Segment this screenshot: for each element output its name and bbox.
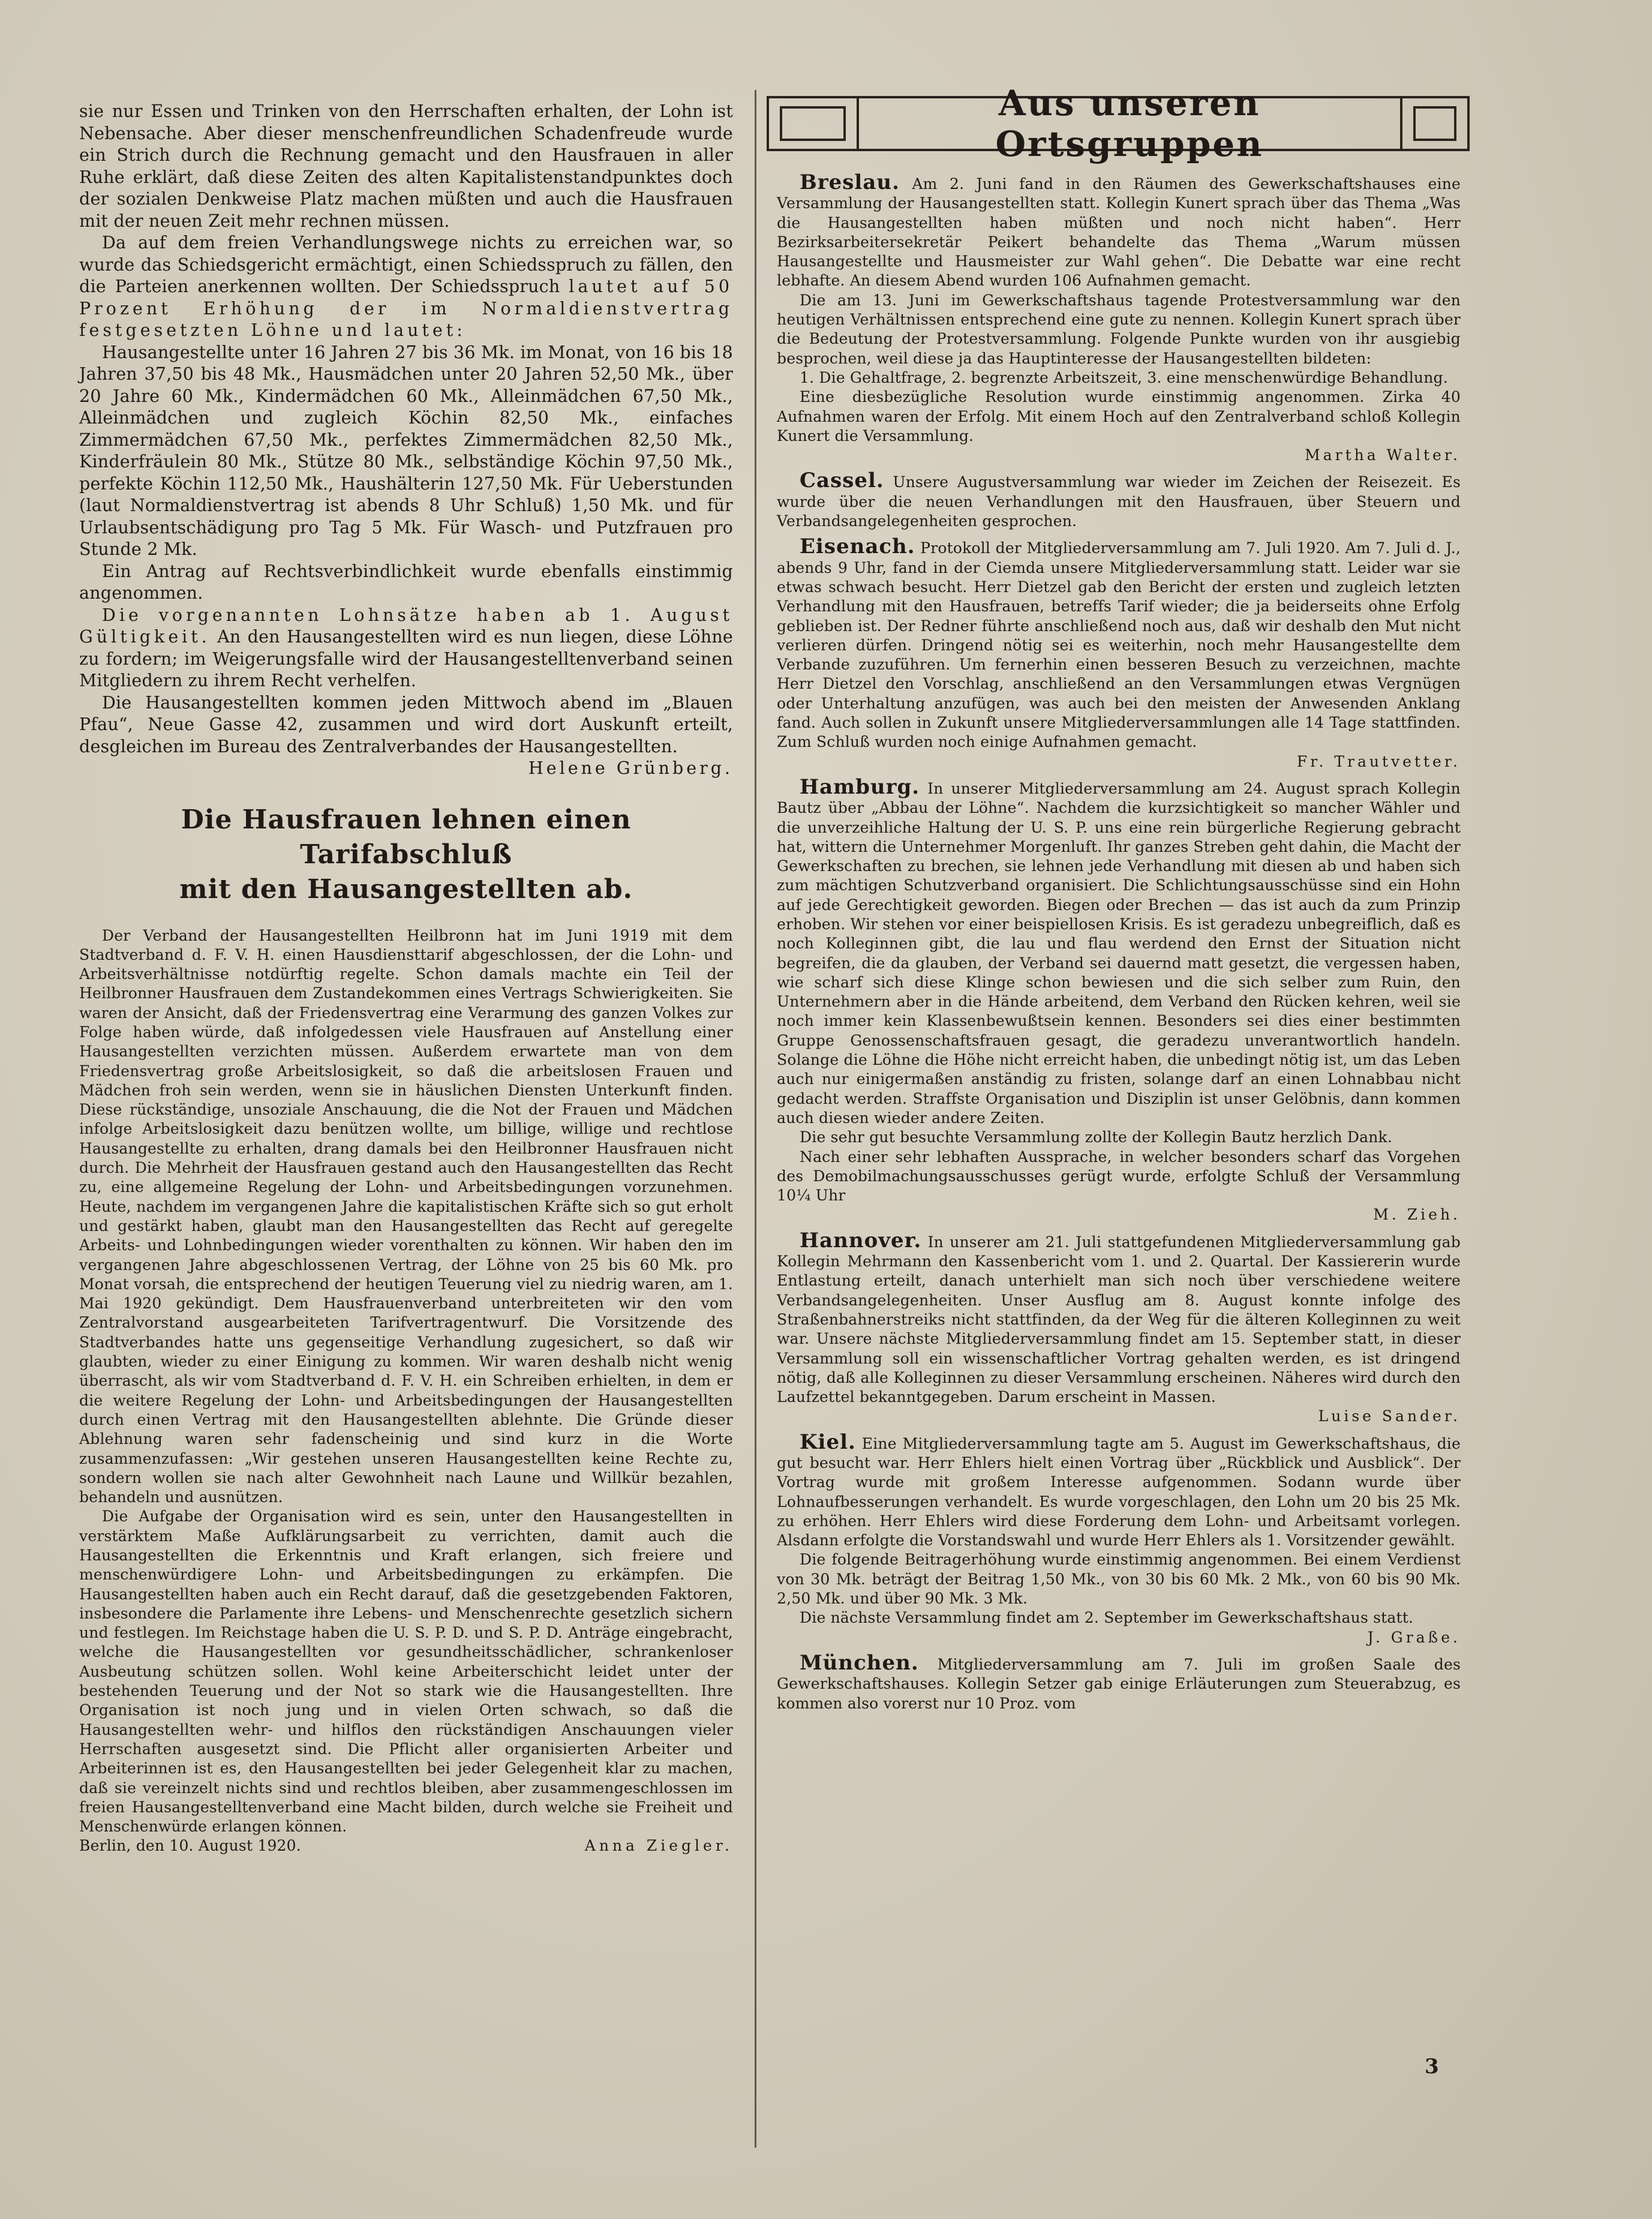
paragraph: Die sehr gut besuchte Versammlung zollte der Kollegin Bautz herzlich Dank. (800, 1128, 1393, 1146)
article-body (79, 926, 733, 1856)
paragraph (777, 1430, 1461, 1551)
paragraph: Die am 13. Juni im Gewerkschaftshaus tagende Protestversammlung war den heutigen Verhältnissen entsprechend eine gute zu nennen. Kollegin Kunert sprach über die Bedeutung der Protestversammlung. Folgende Punkte wurden von ihr ausgiebig besprochen, weil diese ja das Hauptinteresse der Hausangestellten bildeten: (777, 291, 1461, 367)
entry-muenchen (777, 1650, 1461, 1713)
city-name: Cassel. (800, 469, 884, 493)
paragraph (777, 1228, 1461, 1407)
paragraph: sie nur Essen und Trinken von den Herrschaften erhalten, der Lohn ist Nebensache. Aber dieser menschenfreundlichen Schadenfreude wurde ein Strich durch die Rechnung gemacht und den Hausfrauen in aller Ruhe erklärt, daß diese Zeiten des alten Kapitalistenstandpunktes doch der sozialen Denkweise Platz machen müßten und auch die Hausfrauen mit der neuen Zeit mehr rechnen müssen. (79, 101, 733, 231)
right-column (777, 167, 1461, 1713)
city-name: Hannover. (800, 1228, 922, 1253)
paragraph (79, 605, 733, 692)
section-banner (767, 83, 1470, 164)
text-run: Eine Mitgliederversammlung tagte am 5. August im Gewerkschaftshaus, die gut besucht war. Herr Ehlers hielt einen Vortrag über „Rückblick und Ausblick“. Der Vortrag wurde mit großem Interesse aufgenommen. Sodann wurde über Lohnaufbesserungen verhandelt. Es wurde vorgeschlagen, den Lohn um 20 bis 25 Mk. zu erhöhen. Herr Ehlers wird diese Forderung dem Lohn- und Arbeitsamt vorlegen. Alsdann erfolgte die Vorstandswahl und wurde Herr Ehlers als 1. Vorsitzender gewählt. (777, 1434, 1461, 1550)
paragraph: Die folgende Beitragerhöhung wurde einstimmig angenommen. Bei einem Verdienst von 30 Mk. beträgt der Beitrag 1,50 Mk., von 30 bis 60 Mk. 2 Mk., von 60 bis 90 Mk. 2,50 Mk. und über 90 Mk. 3 Mk. (777, 1551, 1461, 1608)
signature: Fr. Trautvetter. (1296, 752, 1461, 770)
paragraph: Eine diesbezügliche Resolution wurde einstimmig angenommen. Zirka 40 Aufnahmen waren der Erfolg. Mit einem Hoch auf den Zentralverband schloß Kollegin Kunert die Versammlung. (777, 388, 1461, 445)
paragraph: Die Aufgabe der Organisation wird es sein, unter den Hausangestellten in verstärktem Maße Aufklärungsarbeit zu verrichten, damit auch die Hausangestellten die Erkenntnis und Kraft erlangen, sich freiere und menschenwürdigere Lohn- und Arbeitsbedingungen zu erkämpfen. Die Hausangestellten haben auch ein Recht darauf, daß die gesetzgebenden Faktoren, insbesondere die Parlamente ihre Lebens- und Menschenrechte gesetzlich sichern und festlegen. Im Reichstage haben die U. S. P. D. und S. P. D. Anträge eingebracht, welche die Hausangestellten vor gesundheitsschädlicher, schrankenloser Ausbeutung schützen sollen. Wohl keine Arbeiterschicht leidet unter der bestehenden Teuerung und der Not so stark wie die Hausangestellten. Ihre Organisation ist noch jung und in vielen Orten schwach, so daß die Hausangestellten wehr- und hilflos den rückständigen Anschauungen vieler Herrschaften ausgesetzt sind. Die Pflicht aller organisierten Arbeiter und Arbeiterinnen ist es, den Hausangestellten bei jeder Gelegenheit klar zu machen, daß sie vereinzelt nichts sind und rechtlos bleiben, aber zusammengeschlossen im freien Hausangestelltenverband eine Macht bilden, durch welche sie Freiheit und Menschenwürde erlangen können. (79, 1508, 733, 1836)
text-run: An den Hausangestellten wird es nun liegen, diese Löhne zu fordern; im Weigerungsfalle wird der Hausangestelltenverband seinen Mitgliedern zu ihrem Recht verhelfen. (79, 627, 733, 690)
paragraph (777, 1650, 1461, 1713)
city-name: Kiel. (800, 1430, 856, 1454)
signature: Martha Walter. (1305, 446, 1461, 464)
headline-line: Die Hausfrauen lehnen einen Tarifabschluß (181, 804, 632, 870)
paragraph (79, 232, 733, 342)
signature: M. Zieh. (1373, 1206, 1461, 1224)
signature: Luise Sander. (1318, 1407, 1461, 1425)
entry-hannover (777, 1228, 1461, 1427)
section-title: Aus unseren Ortsgruppen (857, 98, 1402, 149)
paragraph: Die nächste Versammlung findet am 2. September im Gewerkschaftshaus statt. (800, 1609, 1414, 1627)
page-number: 3 (1425, 2055, 1439, 2079)
left-column (79, 101, 733, 1856)
entry-hamburg (777, 774, 1461, 1225)
paragraph: Die Hausangestellten kommen jeden Mittwoch abend im „Blauen Pfau“, Neue Gasse 42, zusammen und wird dort Auskunft erteilt, desgleichen im Bureau des Zentralverbandes der Hausangestellten. (79, 692, 733, 756)
text-run: Mitgliederversammlung am 7. Juli im großen Saale des Gewerkschaftshauses. Kollegin Setzer gab einige Erläuterungen zum Steuerabzug, es kommen also vorerst nur 10 Proz. vom (777, 1655, 1461, 1712)
paragraph: Der Verband der Hausangestellten Heilbronn hat im Juni 1919 mit dem Stadtverband d. F. V. H. einen Hausdiensttarif abgeschlossen, der die Lohn- und Arbeitsverhältnisse notdürftig regelte. Schon damals machte ein Teil der Heilbronner Hausfrauen dem Zustandekommen eines Vertrags Schwierigkeiten. Sie waren der Ansicht, daß der Friedensvertrag eine Verarmung des ganzen Volkes zur Folge haben würde, daß infolgedessen viele Hausfrauen auf Anstellung einer Hausangestellten verzichten müssen. Außerdem erwartete man von dem Friedensvertrag große Arbeitslosigkeit, so daß die arbeitslosen Frauen und Mädchen froh sein werden, wenn sie in häuslichen Diensten Unterkunft finden. Diese rückständige, unsoziale Anschauung, die die Not der Frauen und Mädchen infolge Arbeitslosigkeit dazu benützen wollte, um billige, willige und rechtlose Hausangestellte zu erhalten, drang damals bei den Heilbronner Hausfrauen nicht durch. Die Mehrheit der Hausfrauen gestand auch den Hausangestellten das Recht zu, eine allgemeine Regelung der Lohn- und Arbeitsbedingungen vorzunehmen. Heute, nachdem im vergangenen Jahre die kapitalistischen Kräfte sich so gut erholt und gestärkt haben, glaubt man den Hausangestellten das Recht auf geregelte Arbeits- und Lohnbedingungen wieder vorenthalten zu können. Wir haben den im vergangenen Jahre abgeschlossenen Vertrag, der Löhne von 25 bis 60 Mk. pro Monat vorsah, die entsprechend der heutigen Teuerung viel zu niedrig waren, am 1. Mai 1920 gekündigt. Dem Hausfrauenverband unterbreiteten wir den vom Zentralvorstand ausgearbeiteten Tarifvertragentwurf. Die Vorsitzende des Stadtverbandes hatte uns gegenseitige Verhandlung zugesichert, so daß wir glaubten, wieder zu einer Einigung zu kommen. Wir waren deshalb nicht wenig überrascht, als wir vom Stadtverband d. F. V. H. ein Schreiben erhielten, in dem er die weitere Regelung der Lohn- und Arbeitsbedingungen der Hausangestellten durch einen Vertrag mit den Hausangestellten ablehnte. Die Gründe dieser Ablehnung waren sehr fadenscheinig und sind kurz in die Worte zusammenzufassen: „Wir gestehen unseren Hausangestellten keine Rechte zu, sondern wollen sie nach alter Gewohnheit nach Laune und Willkür bezahlen, behandeln und ausnützen. (79, 926, 733, 1506)
dateline: Berlin, den 10. August 1920. (79, 1837, 301, 1855)
text-run: Da auf dem freien Verhandlungswege nichts zu erreichen war, so wurde das Schiedsgericht ermächtigt, einen Schiedsspruch zu fällen, den die Parteien anerkennen wollten. Der Schiedsspruch (79, 233, 733, 296)
city-name: Eisenach. (800, 535, 915, 559)
article-headline (79, 803, 733, 907)
paragraph: Ein Antrag auf Rechtsverbindlichkeit wurde ebenfalls einstimmig angenommen. (79, 561, 733, 603)
paragraph: 1. Die Gehaltfrage, 2. begrenzte Arbeitszeit, 3. eine menschenwürdige Behandlung. (800, 368, 1448, 386)
city-name: Breslau. (800, 170, 900, 194)
text-run: Am 2. Juni fand in den Räumen des Gewerkschaftshauses eine Versammlung der Hausangestellten statt. Kollegin Kunert sprach über das Thema „Was die Hausangestellten haben müßten und noch nicht haben“. Herr Bezirksarbeitersekretär Peikert behandelte das Thema „Warum müssen Hausangestellte und Hausmeister zur Wahl gehen“. Die Debatte war eine recht lebhafte. An diesem Abend wurden 106 Aufnahmen gemacht. (777, 175, 1461, 290)
banner-ornament-right (1413, 106, 1456, 141)
banner-ornament-left (780, 106, 846, 141)
text-run: Unsere Augustversammlung war wieder im Zeichen der Reisezeit. Es wurde über die neuen Verhandlungen mit den Hausfrauen, über Steuern und Verbandsangelegenheiten gesprochen. (777, 473, 1461, 530)
text-run: In unserer Mitgliederversammlung am 24. August sprach Kollegin Bautz über „Abbau der Löhne“. Nachdem die kurzsichtigkeit so mancher Wähler und die unverzeihliche Haltung der U. S. P. uns eine rein bürgerliche Regierung gebracht hat, wittern die Unternehmer Morgenluft. Ihr ganzes Streben geht dahin, die Macht der Gewerkschaften zu brechen, sie lehnen jede Verhandlung mit diesen ab und haben sich zum mächtigen Schutzverband organisiert. Die Schlichtungsausschüsse sind ein Hohn auf jede Gerechtigkeit geworden. Biegen oder Brechen — das ist auch da zum Prinzip erhoben. Wir stehen vor einer beispiellosen Krisis. Es ist geradezu unbegreiflich, daß es noch Kolleginnen gibt, die lau und flau werdend den Ernst der Situation nicht begreifen, die da glauben, der Verband sei dauernd matt gesetzt, die vergessen haben, wie scharf sich diese Klinge schon bewiesen und die sich selber zum Ruin, den Unternehmern aber in die Hände arbeitend, dem Verband den Rücken kehren, weil sie noch immer kein Klassenbewußtsein kennen. Besonders sei dies einer bestimmten Gruppe Genossenschaftsfrauen gesagt, die geradezu unverantwortlich handeln. Solange die Löhne die Höhe nicht erreicht haben, die unbedingt nötig ist, um das Leben auch nur einigermaßen anständig zu fristen, solange darf an einen Lohnabbau nicht gedacht werden. Straffste Organisation und Disziplin ist unser Gelöbnis, dann kommen auch diesen wieder andere Zeiten. (777, 779, 1461, 1127)
column-divider (755, 90, 756, 2148)
paragraph: Nach einer sehr lebhaften Aussprache, in welcher besonders scharf das Vorgehen des Demobilmachungsausschusses gerügt wurde, erfolgte Schluß der Versammlung 10¼ Uhr (777, 1148, 1461, 1205)
signature: J. Graße. (1367, 1628, 1461, 1646)
entry-breslau (777, 170, 1461, 465)
entry-cassel (777, 471, 1461, 531)
spaced-text: lautet auf 50 Prozent Erhöhung der im Normaldienstvertrag festgesetzten Löhne und lautet: (79, 277, 733, 340)
city-name: Hamburg. (800, 774, 920, 799)
paragraph (777, 537, 1461, 752)
entry-kiel (777, 1430, 1461, 1647)
text-run: In unserer am 21. Juli stattgefundenen Mitgliederversammlung gab Kollegin Mehrmann den Kassenbericht vom 1. und 2. Quartal. Der Kassiererin wurde Entlastung erteilt, danach unterhielt man sich noch über verschiedene weitere Verbandsangelegenheiten. Unser Ausflug am 8. August konnte infolge des Straßenbahnerstreiks nicht stattfinden, da der Weg für die älteren Kolleginnen zu weit war. Unsere nächste Mitgliederversammlung findet am 15. September statt, in dieser Versammlung soll ein wissenschaftlicher Vortrag gehalten werden, es ist dringend nötig, daß alle Kolleginnen zu dieser Versammlung erscheinen. Näheres wird durch den Laufzettel bekanntgegeben. Darum erscheint in Massen. (777, 1233, 1461, 1406)
signature: Helene Grünberg. (528, 758, 733, 778)
signature: Anna Ziegler. (584, 1837, 733, 1855)
paragraph (777, 471, 1461, 531)
text-run: Protokoll der Mitgliederversammlung am 7. Juli 1920. Am 7. Juli d. J., abends 9 Uhr, fand in der Ciemda unsere Mitgliederversammlung statt. Leider war sie etwas schwach besucht. Herr Dietzel gab den Bericht der ersten und zugleich letzten Verhandlung mit den Hausfrauen, betreffs Tarif wieder; die ja beiderseits ohne Erfolg geblieben ist. Der Redner führte anschließend noch aus, daß wir deshalb den Mut nicht verlieren dürfen. Dringend nötig sei es weiterhin, noch mehr Hausangestellte dem Verbande zuzuführen. Um fernerhin einen besseren Besuch zu verzeichnen, machte Herr Dietzel den Vorschlag, anschließend an den Versammlungen etwas Vergnügen oder Unterhaltung anzufügen, was auch bei den meisten der Anwesenden Anklang fand. Auch sollen in Zukunft unsere Mitgliederversammlungen alle 14 Tage stattfinden. Zum Schluß wurden noch einige Aufnahmen gemacht. (777, 539, 1461, 751)
wage-list: Hausangestellte unter 16 Jahren 27 bis 36 Mk. im Monat, von 16 bis 18 Jahren 37,50 bis 48 Mk., Hausmädchen unter 20 Jahren 52,50 Mk., über 20 Jahre 60 Mk., Kindermädchen 60 Mk., Alleinmädchen 67,50 Mk., Alleinmädchen und zugleich Köchin 82,50 Mk., einfaches Zimmermädchen 67,50 Mk., perfektes Zimmermädchen 82,50 Mk., Kinderfräulein 80 Mk., Stütze 80 Mk., selbständige Köchin 97,50 Mk., perfekte Köchin 112,50 Mk., Haushälterin 127,50 Mk. Für Ueberstunden (laut Normaldienstvertrag ist abends 8 Uhr Schluß) 1,50 Mk. und für Urlaubsentschädigung pro Tag 5 Mk. Für Wasch- und Putzfrauen pro Stunde 2 Mk. (79, 342, 733, 559)
headline-line: mit den Hausangestellten ab. (179, 873, 633, 905)
paragraph (777, 170, 1461, 291)
entry-eisenach (777, 537, 1461, 771)
paragraph (777, 774, 1461, 1128)
dateline-row (79, 1836, 733, 1855)
spaced-text: Die vorgenannten Lohnsätze haben ab 1. August Gültigkeit. (79, 605, 733, 647)
city-name: München. (800, 1650, 919, 1675)
